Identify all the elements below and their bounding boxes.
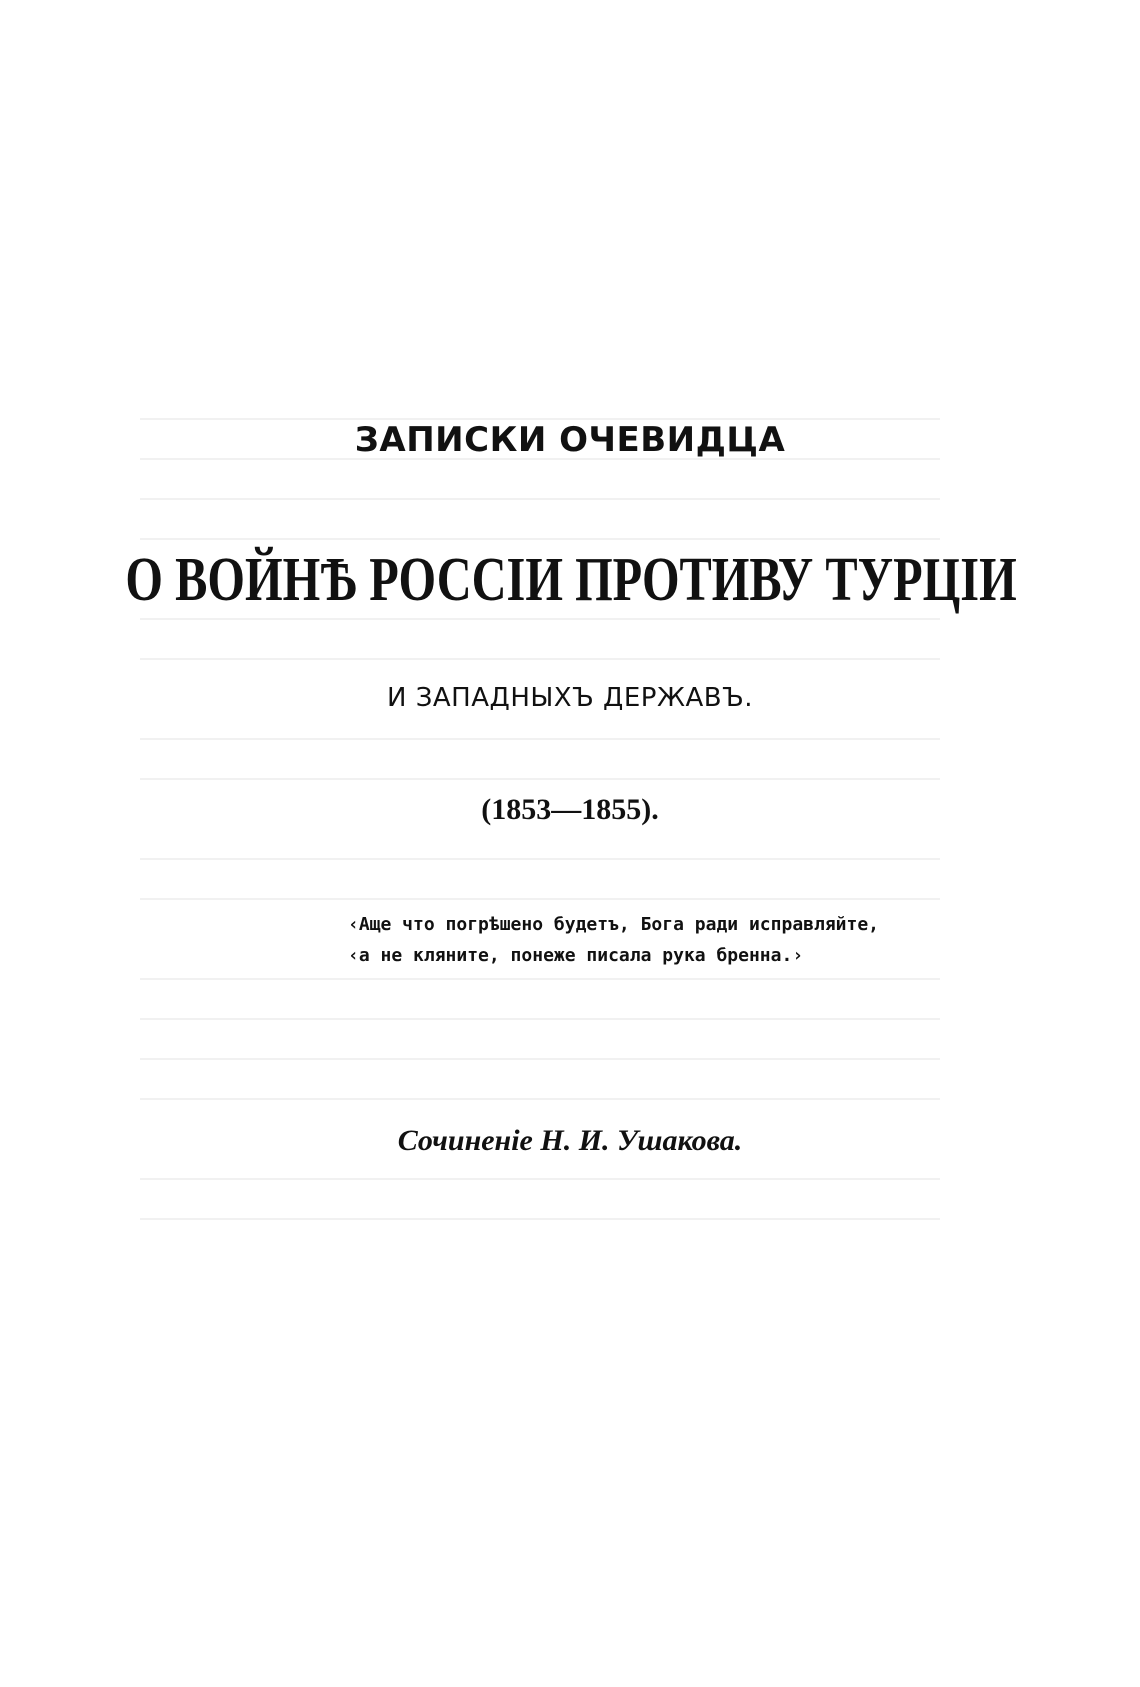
bleed-through-line [140, 618, 940, 620]
title-line-1: ЗАПИСКИ ОЧЕВИДЦА [354, 420, 786, 460]
bleed-through-line [140, 1058, 940, 1060]
bleed-through-line [140, 978, 940, 980]
bleed-through-line [140, 898, 940, 900]
bleed-through-line [140, 1018, 940, 1020]
author-line: Сочиненіе Н. И. Ушакова. [397, 1124, 743, 1157]
bleed-through-line [140, 778, 940, 780]
bleed-through-line [140, 858, 940, 860]
title-line-2: О ВОЙНѢ РОССІИ ПРОТИВУ ТУРЦІИ [125, 546, 1017, 614]
bleed-through-line [140, 498, 940, 500]
bleed-through-line [140, 1178, 940, 1180]
bleed-through-line [140, 1218, 940, 1220]
years-range: (1853—1855). [481, 793, 659, 826]
bleed-through-line [140, 738, 940, 740]
epigraph-line-1: ‹Аще что погрѣшено будетъ, Бога ради исправляйте, [348, 914, 880, 935]
bleed-through-line [140, 1098, 940, 1100]
bleed-through-line [140, 538, 940, 540]
title-line-3: И ЗАПАДНЫХЪ ДЕРЖАВЪ. [387, 683, 753, 713]
bleed-through-line [140, 658, 940, 660]
epigraph-line-2: ‹а не кляните, понеже писала рука бренна.› [348, 945, 804, 966]
